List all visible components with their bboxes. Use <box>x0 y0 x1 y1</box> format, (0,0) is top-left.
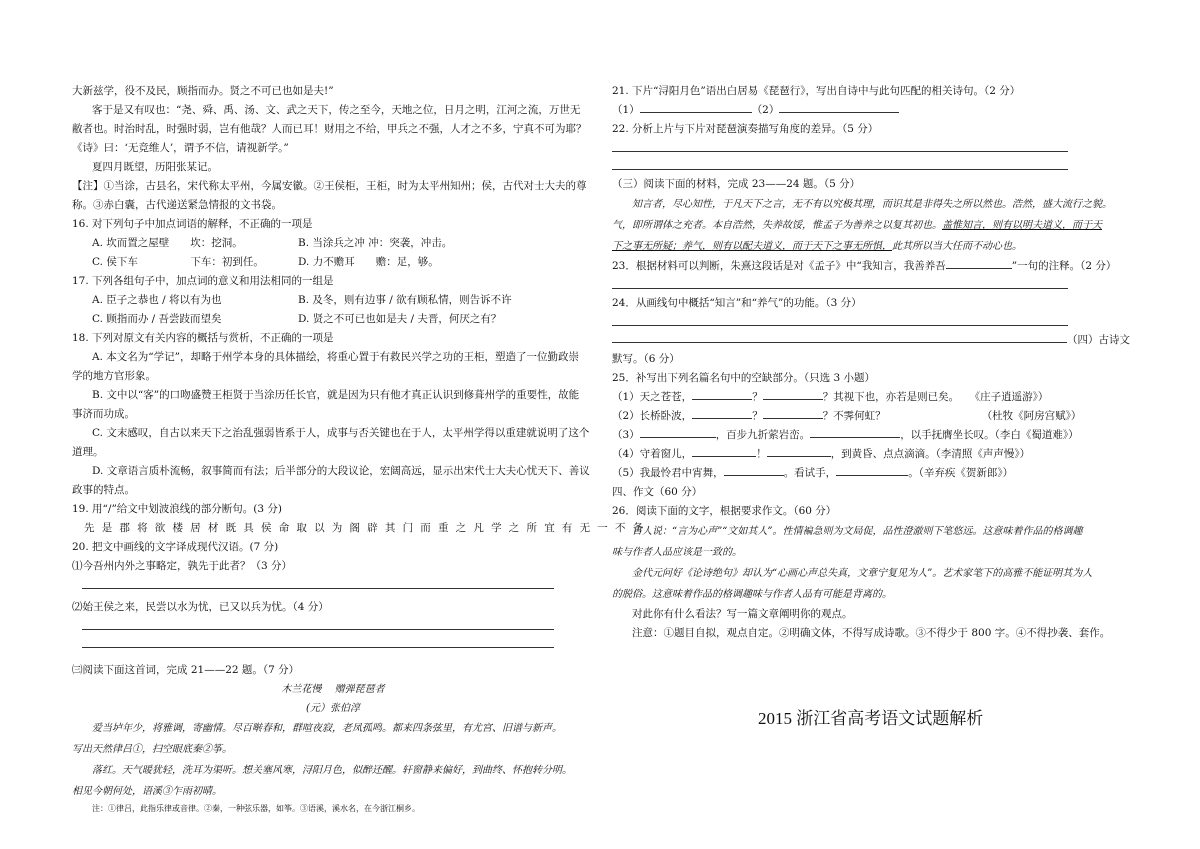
option-d: D. 力不赡耳 赡：足，够。 <box>298 256 439 268</box>
option-d-line1: D. 文章语言质朴流畅，叙事简而有法；后半部分的大段议论，宏阔高远，显示出宋代士大夫心忧天下、善议 <box>92 465 590 477</box>
blank[interactable] <box>692 388 752 400</box>
poem-line: 相见今朝何处，语溪③乍雨初晴。 <box>72 786 222 797</box>
material-line <box>612 215 1132 236</box>
question-25-stem: 25．补写出下列名篇名句中的空缺部分。（只选 3 小题） <box>612 372 875 384</box>
poem-line: 落红。天气暖犹轻，洗耳为渠听。想关塞风寒，浔阳月色，似醉还醒。轩窗静来偏好，到曲终、怀抱转分明。 <box>92 765 572 776</box>
recitation-item-5 <box>612 464 1132 483</box>
answer-line[interactable] <box>82 617 554 630</box>
blank[interactable] <box>810 426 900 438</box>
answer-line[interactable] <box>82 576 554 589</box>
option-b: B. 及冬，则有边事 / 欲有顾私情，则告诉不许 <box>298 294 512 306</box>
question-17-options-ab <box>72 291 594 310</box>
item-text: ，百步九折萦岩峦。 <box>715 429 811 441</box>
question-23-stem: 23．根据材料可以判断，朱熹这段话是对《孟子》中“我知言，我善养吾 <box>612 260 946 272</box>
question-21-blanks <box>612 101 1132 120</box>
item-text: ？ <box>752 410 763 422</box>
recitation-item-2 <box>612 407 1132 426</box>
part5-header: 四、作文（60 分） <box>612 486 703 498</box>
item-text: ？ <box>752 391 763 403</box>
prompt-line: 味与作者人品应该是一致的。 <box>612 547 742 558</box>
blank[interactable] <box>724 464 784 476</box>
blank[interactable] <box>763 388 823 400</box>
option-d: D. 贤之不可已也如是夫 / 夫晋，何厌之有？ <box>298 313 502 325</box>
item-text: （3） <box>612 429 640 441</box>
text-line: 【注】①当涂，古县名，宋代称太平州，今属安徽。②王侯柜，王柜，时为太平州知州；侯，古代对士大夫的尊 <box>72 180 587 192</box>
underlined-sentence: 盖惟知言，则有以明夫道义，而于天 <box>942 220 1102 231</box>
answer-line[interactable] <box>612 139 1068 152</box>
question-19-stem: 19. 用“/”给文中划波浪线的部分断句。(3 分) <box>72 503 283 515</box>
recitation-item-1 <box>612 388 1132 407</box>
item-text: ，以手抚膺坐长叹。（李白《蜀道难》） <box>900 429 1079 441</box>
page-title: 2015 浙江省高考语文试题解析 <box>758 709 984 728</box>
material-text: 气，即所谓体之充者。本自浩然，失养故馁，惟孟子为善养之以复其初也。 <box>612 220 942 231</box>
blank-1-label: （1） <box>612 104 640 116</box>
underlined-sentence: 下之事无所疑；养气，则有以配夫道义，而于天下之事无所惧， <box>612 241 892 252</box>
option-a: A. 坎而置之屋壁 坎：挖洞。 <box>92 237 243 249</box>
prompt-requirements: 注意：①题目自拟，观点自定。②明确文体，不得写成诗歌。③不得少于 800 字。④不得抄袭、套作。 <box>632 627 1111 639</box>
material-line <box>612 236 1132 257</box>
right-column <box>612 82 1132 643</box>
question-16-options-cd <box>72 253 594 272</box>
option-d-line2: 政事的特点。 <box>72 484 135 496</box>
option-c: C. 顾指而办 / 吾尝跂而望矣 <box>92 313 222 325</box>
item-text: （5）我最怜君中宵舞， <box>612 467 724 479</box>
question-26-stem: 26．阅读下面的文字，根据要求作文。（60 分） <box>612 505 837 517</box>
option-a-line2: 学的地方官形象。 <box>72 370 156 382</box>
blank[interactable] <box>640 426 716 438</box>
blank-2-label: （2） <box>751 104 780 116</box>
question-20-sentence-1: ⑴今吾州内外之事略定，孰先于此者？（3 分） <box>72 560 293 572</box>
poem-note: 注：①律吕，此指乐律或音律。②秦，一种弦乐器，如筝。③语溪，溪水名，在今浙江桐乡。 <box>92 804 420 813</box>
item-text: ，到黄昏、点点滴滴。（李清照《声声慢》） <box>830 448 1031 460</box>
question-20-sentence-2: ⑵始王侯之来，民尝以水为忧，已又以兵为忧。（4 分） <box>72 601 329 613</box>
question-23-tail: ”一句的注释。（2 分） <box>1011 260 1117 272</box>
answer-line[interactable] <box>612 331 1067 343</box>
blank[interactable] <box>763 407 823 419</box>
item-text: 。看试手， <box>783 467 837 479</box>
question-24-stem: 24．从画线句中概括“知言”和“养气”的功能。（3 分） <box>612 297 862 309</box>
question-22-stem: 22. 分析上片与下片对琵琶演奏描写角度的差异。（5 分） <box>612 123 879 135</box>
item-text: ？不霁何虹？ <box>822 410 886 422</box>
text-line: 称。③赤白囊，古代递送紧急情报的文书袋。 <box>72 199 282 211</box>
item-source: （杜牧《阿房宫赋》） <box>981 410 1082 422</box>
text-line: 客于是又有叹也：“尧、舜、禹、汤、文、武之天下，传之至今，天地之位，日月之明，江河之流，万世无 <box>92 104 581 116</box>
question-21-stem: 21. 下片“浔阳月色”语出白居易《琵琶行》，写出自诗中与此句匹配的相关诗句。（2 分） <box>612 85 1021 97</box>
option-a: A. 臣子之恭也 / 将以有为也 <box>92 294 222 306</box>
prompt-line: 金代元问好《论诗绝句》却认为“心画心声总失真，文章宁复见为人”。艺术家笔下的高雅不能证明其为人 <box>632 568 1093 579</box>
material-text: 此其所以当大任而不动心也。 <box>892 241 1022 252</box>
item-text: （1）天之苍苍， <box>612 391 693 403</box>
poem-title: 木兰花慢 赠弹琵琶者 <box>281 684 385 695</box>
blank[interactable] <box>692 445 756 457</box>
question-16-options-ab <box>72 234 594 253</box>
prompt-line: 古人说：“言为心声”“文如其人”。性情褊急则为文局促，品性澄澈则下笔悠远。这意味着作品的格调趣 <box>632 526 1083 537</box>
poem-line: 写出天然律吕①，扫空眼底秦②筝。 <box>72 744 232 755</box>
blank[interactable] <box>946 257 1012 269</box>
part4-header <box>612 331 1132 350</box>
answer-line[interactable] <box>612 157 1068 170</box>
option-c: C. 侯下车 下车：初到任。 <box>92 256 264 268</box>
answer-line[interactable] <box>82 635 554 648</box>
question-17-stem: 17. 下列各组句子中，加点词的意义和用法相同的一组是 <box>72 275 334 287</box>
poem-author: (元）张伯淳 <box>306 703 360 714</box>
text-line: 敝者也。时治时乱，时强时弱，岂有他哉？人而已耳！财用之不给，甲兵之不强，人才之不多，宁真不可为耶？ <box>72 123 587 135</box>
answer-line[interactable] <box>612 313 1068 326</box>
option-b: B. 当涂兵之冲 冲：突袭，冲击。 <box>298 237 453 249</box>
text-line: 《诗》曰：‘无竞维人’，谓予不信，请视新学。” <box>72 142 289 154</box>
option-b-line1: B. 文中以“客”的口吻盛赞王柜贤于当涂历任长官，就是因为只有他才真正认识到修葺州学的重要性，故能 <box>92 389 580 401</box>
option-b-line2: 事济而功成。 <box>72 408 135 420</box>
text-line: 夏四月既望，历阳张某记。 <box>92 161 218 173</box>
question-18-stem: 18. 下列对原文有关内容的概括与赏析，不正确的一项是 <box>72 332 334 344</box>
prompt-line: 对此你有什么看法？写一篇文章阐明你的观点。 <box>632 608 853 620</box>
option-c-line2: 道理。 <box>72 446 104 458</box>
question-17-options-cd <box>72 310 594 329</box>
poem-intro: ㈢阅读下面这首词，完成 21——22 题。（7 分） <box>72 664 300 676</box>
blank[interactable] <box>836 464 908 476</box>
part4-title-continued: 默写。（6 分） <box>612 353 680 365</box>
item-text: ！ <box>756 448 767 460</box>
question-23 <box>612 257 1132 276</box>
part3-intro: （三）阅读下面的材料，完成 23——24 题。（5 分） <box>612 178 861 190</box>
poem-line: 爱当垆年少，将雅调，寄幽情。尽百啭春和，群喧夜寂，老凤孤鸣。都来四条弦里，有尤宫、旧谱与新声。 <box>92 723 562 734</box>
blank[interactable] <box>692 407 752 419</box>
blank[interactable] <box>767 445 831 457</box>
blank-2[interactable] <box>779 101 899 113</box>
material-line: 知言者，尽心知性，于凡天下之言，无不有以究极其理，而识其是非得失之所以然也。浩然，盛大流行之貌。 <box>632 199 1112 210</box>
recitation-item-4 <box>612 445 1132 464</box>
question-16-stem: 16. 对下列句子中加点词语的解释，不正确的一项是 <box>72 218 313 230</box>
answer-line[interactable] <box>612 276 1068 289</box>
question-19-text: 先是郡将欲楼居材既具侯命取以为阁辟其门而重之凡学之所宜有无一不备 <box>84 522 651 534</box>
question-20-stem: 20. 把文中画线的文字译成现代汉语。(7 分) <box>72 541 279 553</box>
item-text: （2）长桥卧波， <box>612 410 693 422</box>
part4-title: （四）古诗文 <box>1067 334 1130 346</box>
item-text: 。（辛弃疾《贺新郎》） <box>908 467 1014 479</box>
text-line: 大新兹学，役不及民，顾指而办。贤之不可已也如是夫!” <box>72 85 334 97</box>
recitation-item-3 <box>612 426 1132 445</box>
option-c-line1: C. 文末感叹，自古以来天下之治乱强弱皆系于人，成事与否关键也在于人，太平州学得以重建就说明了这个 <box>92 427 590 439</box>
blank-1[interactable] <box>640 101 752 113</box>
item-text: （4）守着窗儿， <box>612 448 693 460</box>
option-a-line1: A. 本文名为“学记”，却略于州学本身的具体描绘，将重心置于有救民兴学之功的王柜，塑造了一位勤政崇 <box>92 351 579 363</box>
item-text: ？其视下也，亦若是则已矣。 《庄子逍遥游》） <box>822 391 1049 403</box>
prompt-line: 的脱俗。这意味着作品的格调趣味与作者人品有可能是背离的。 <box>612 589 892 600</box>
